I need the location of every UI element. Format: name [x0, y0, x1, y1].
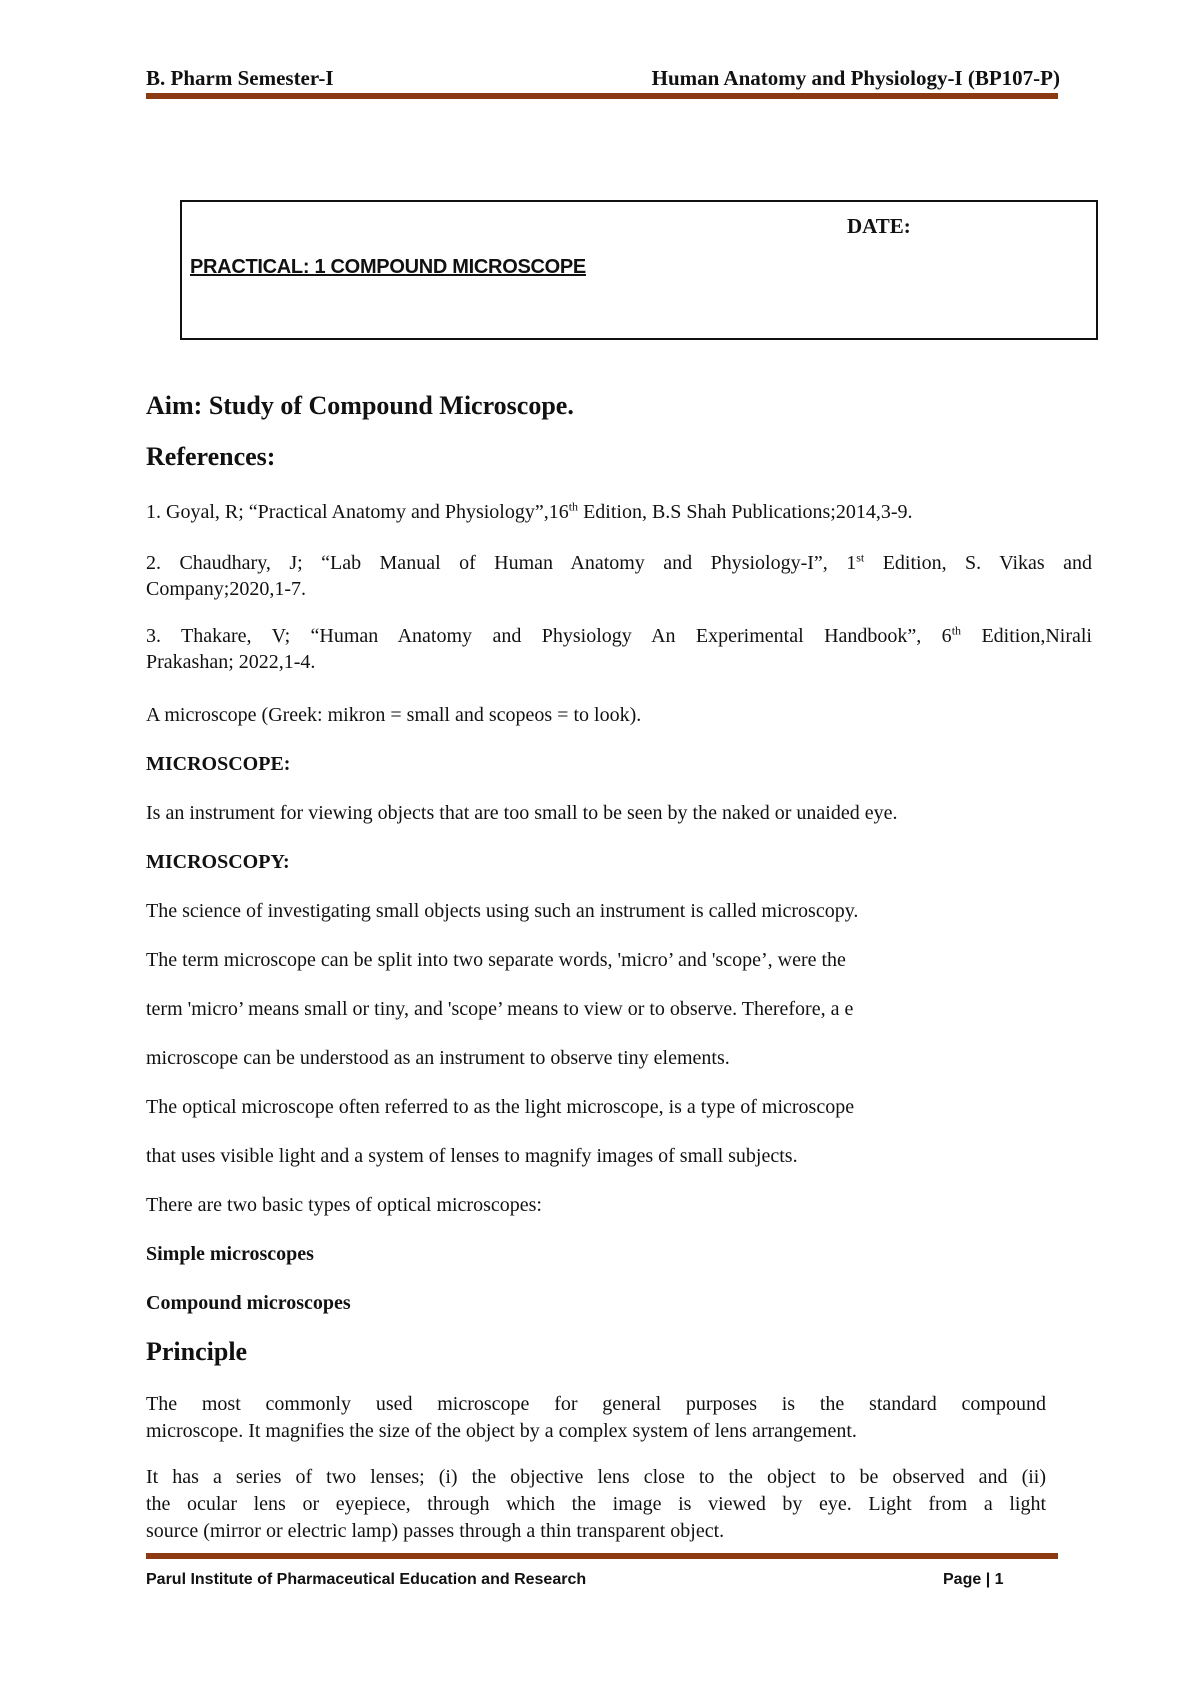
body-line: The term microscope can be split into two separate words, 'micro’ and 'scope’, were the [146, 949, 846, 971]
microscope-definition: A microscope (Greek: mikron = small and scopeos = to look). [146, 704, 642, 726]
body-line: microscope can be understood as an instrument to observe tiny elements. [146, 1047, 730, 1069]
header-course: B. Pharm Semester-I [146, 66, 334, 90]
type-compound: Compound microscopes [146, 1292, 351, 1314]
body-line: that uses visible light and a system of lenses to magnify images of small subjects. [146, 1145, 798, 1167]
microscopy-heading: MICROSCOPY: [146, 851, 290, 873]
principle-paragraph-2: It has a series of two lenses; (i) the objective lens close to the object to be observed and (ii) the ocular lens or eyepiece, through which the image is viewed by eye. Light from a light source (mirror or electric lamp) passes through a thin transparent object. [146, 1466, 1046, 1542]
type-simple: Simple microscopes [146, 1243, 314, 1265]
body-line: There are two basic types of optical microscopes: [146, 1194, 542, 1216]
reference-1: 1. Goyal, R; “Practical Anatomy and Physiology”,16th Edition, B.S Shah Publications;2014,3-9. [146, 499, 913, 523]
body-line: The optical microscope often referred to as the light microscope, is a type of microscope [146, 1096, 855, 1118]
body-line: The science of investigating small objects using such an instrument is called microscopy. [146, 900, 859, 922]
page-number: Page | 1 [943, 1571, 1004, 1588]
header-subject: Human Anatomy and Physiology-I (BP107-P) [651, 66, 1060, 90]
microscope-text: Is an instrument for viewing objects that are too small to be seen by the naked or unaided eye. [146, 802, 898, 824]
reference-3: 3. Thakare, V; “Human Anatomy and Physiology An Experimental Handbook”, 6th Edition,Nirali Prakashan; 2022,1-4. [146, 623, 1092, 673]
principle-paragraph-1: The most commonly used microscope for general purposes is the standard compound microscope. It magnifies the size of the object by a complex system of lens arrangement. [146, 1393, 1046, 1442]
footer-institute: Parul Institute of Pharmaceutical Education and Research [146, 1571, 587, 1588]
header-rule [146, 93, 1058, 99]
aim-heading: Aim: Study of Compound Microscope. [146, 391, 574, 420]
date-label: DATE: [847, 214, 911, 238]
principle-heading: Principle [146, 1337, 248, 1366]
practical-title: PRACTICAL: 1 COMPOUND MICROSCOPE [190, 256, 586, 278]
reference-2: 2. Chaudhary, J; “Lab Manual of Human Anatomy and Physiology-I”, 1st Edition, S. Vikas and Company;2020,1-7. [146, 550, 1092, 600]
microscope-heading: MICROSCOPE: [146, 753, 291, 775]
practical-title-box [180, 200, 1098, 340]
references-heading: References: [146, 442, 276, 471]
body-line: term 'micro’ means small or tiny, and 'scope’ means to view or to observe. Therefore, a e [146, 998, 854, 1020]
footer-rule [146, 1553, 1058, 1559]
